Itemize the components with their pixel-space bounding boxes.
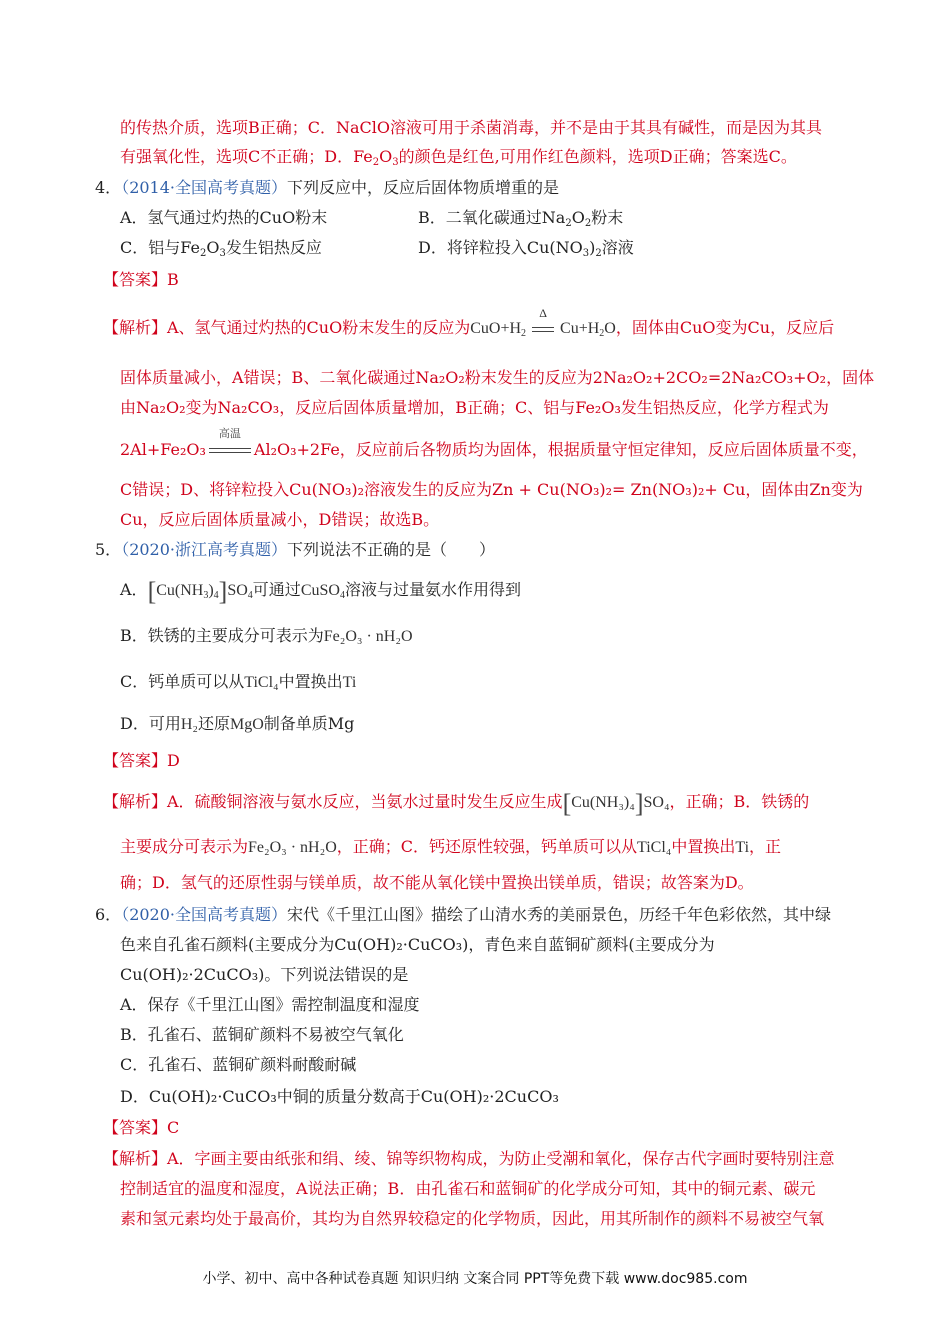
explanation-line: 【解析】A、氢气通过灼热的CuO粉末发生的反应为$CuO+H_2$ Δ $Cu+H_2O$，固体由CuO变为Cu，反应后 [103,318,834,344]
text-line: 的传热介质，选项B正确；C．NaClO溶液可用于杀菌消毒，并不是由于其具有碱性，而是因为其具 [120,118,823,137]
explanation-line: 【解析】A．硫酸铜溶液与氨水反应，当氨水过量时发生反应生成[Cu(NH₃)₄]SO₄，正确；B．铁锈的 [103,789,810,818]
question-source: （2020·全国高考真题） [121,905,287,924]
option-a: A．$[Cu(NH_3)_4]SO_4$可通过CuSO$_4$溶液与过量氨水作用得到 [120,577,521,606]
option-a: A．保存《千里江山图》需控制温度和湿度 [120,995,420,1014]
reaction-formula: $CuO+H_2$ Δ $Cu+H_2O$ [470,306,616,339]
explanation-line: 确；D．氢气的还原性弱与镁单质，故不能从氧化镁中置换出镁单质，错误；故答案为D。 [120,873,754,892]
explanation-line: 固体质量减小，A错误；B、二氧化碳通过Na₂O₂粉末发生的反应为2Na₂O₂+2CO₂=2Na₂CO₃+O₂，固体 [120,368,875,387]
question-5-stem: 5．（2020·浙江高考真题）下列说法不正确的是（ ） [95,540,496,559]
option-a: A．氢气通过灼热的CuO粉末 [120,208,328,227]
question-source: （2020·浙江高考真题） [121,540,287,559]
question-source: （2014·全国高考真题） [121,178,287,197]
option-b: B．铁锈的主要成分可表示为Fe₂O₃ · nH₂O [120,626,413,645]
question-6-stem: 6．（2020·全国高考真题）宋代《千里江山图》描绘了山清水秀的美丽景色，历经千年色彩依然，其中绿 [95,905,832,924]
explanation-line: C错误；D、将锌粒投入Cu(NO₃)₂溶液发生的反应为Zn + Cu(NO₃)₂= Zn(NO₃)₂+ Cu，固体由Zn变为 [120,480,863,499]
question-stem-line: Cu(OH)₂·2CuCO₃)。下列说法错误的是 [120,965,409,984]
answer-label: 【答案】D [103,751,180,770]
explanation-line: 2Al+Fe₂O₃ 高温 Al₂O₃+2Fe，反应前后各物质均为固体，根据质量守恒定律知，反应后固体质量不变， [120,427,868,459]
option-b: B．孔雀石、蓝铜矿颜料不易被空气氧化 [120,1025,404,1044]
option-c: C．铝与$Fe_2O_3$发生铝热反应 [120,238,322,259]
option-d: D．可用H₂还原MgO制备单质Mg [120,714,355,733]
explanation-line: Cu，反应后固体质量减小，D错误；故选B。 [120,510,440,529]
answer-label: 【答案】B [103,270,179,289]
explanation-line: 素和氢元素均处于最高价，其均为自然界较稳定的化学物质，因此，用其所制作的颜料不易被空气氧 [120,1209,825,1228]
question-stem-line: 色来自孔雀石颜料(主要成分为Cu(OH)₂·CuCO₃)，青色来自蓝铜矿颜料(主要成分为 [120,935,715,954]
text-line: 有强氧化性，选项C不正确；D．$Fe_2O_3$的颜色是红色,可用作红色颜料，选项D正确；答案选C。 [120,147,797,168]
option-b: B．二氧化碳通过$Na_2O_2$粉末 [418,208,624,229]
page-footer: 小学、初中、高中各种试卷真题 知识归纳 文案合同 PPT等免费下载 www.doc985.com [202,1271,748,1287]
answer-label: 【答案】C [103,1118,180,1137]
option-d: D．将锌粒投入$Cu(NO_3)_2$溶液 [418,238,634,259]
option-c: C．孔雀石、蓝铜矿颜料耐酸耐碱 [120,1055,357,1074]
option-c: C．钙单质可以从TiCl₄中置换出Ti [120,672,357,691]
explanation-line: 由Na₂O₂变为Na₂CO₃，反应后固体质量增加，B正确；C、铝与Fe₂O₃发生铝热反应，化学方程式为 [120,398,829,417]
explanation-line: 【解析】A．字画主要由纸张和绢、绫、锦等织物构成，为防止受潮和氧化，保存古代字画时要特别注意 [103,1149,835,1168]
option-d: D．Cu(OH)₂·CuCO₃中铜的质量分数高于Cu(OH)₂·2CuCO₃ [120,1087,559,1106]
explanation-line: 控制适宜的温度和湿度，A说法正确；B．由孔雀石和蓝铜矿的化学成分可知，其中的铜元素、碳元 [120,1179,816,1198]
explanation-line: 主要成分可表示为Fe₂O₃ · nH₂O，正确；C．钙还原性较强，钙单质可以从TiCl₄中置换出Ti，正 [120,837,782,856]
question-4-stem: 4．（2014·全国高考真题）下列反应中，反应后固体物质增重的是 [95,178,560,197]
